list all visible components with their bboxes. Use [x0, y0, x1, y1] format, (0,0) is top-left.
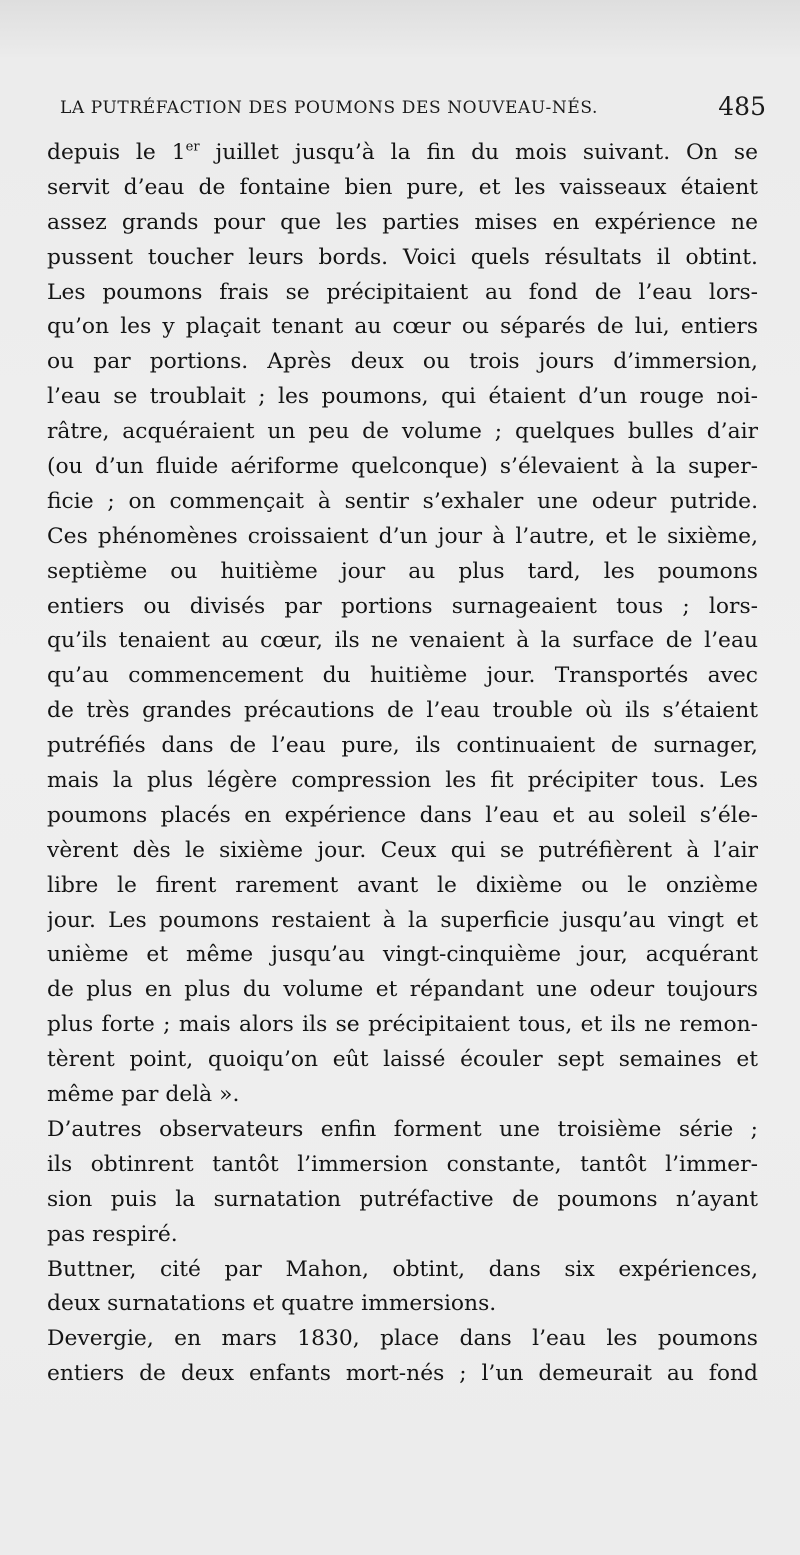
text-line: entiers de deux enfants mort-nés ; l’un demeurait au fond — [47, 1361, 758, 1387]
text-line: depuis le 1er juillet jusqu’à la fin du mois suivant. On se — [47, 139, 758, 165]
text-line: Buttner, cité par Mahon, obtint, dans six expériences, — [47, 1256, 758, 1282]
text-line: ou par portions. Après deux ou trois jours d’immersion, — [47, 349, 758, 375]
text-line: pussent toucher leurs bords. Voici quels résultats il obtint. — [47, 244, 758, 270]
text-line: sion puis la surnatation putréfactive de poumons n’ayant — [47, 1186, 758, 1212]
text-line: plus forte ; mais alors ils se précipitaient tous, et ils ne remon- — [47, 1012, 758, 1038]
text-line: servit d’eau de fontaine bien pure, et les vaisseaux étaient — [47, 174, 758, 200]
text-line: septième ou huitième jour au plus tard, les poumons — [47, 558, 758, 584]
text-line: qu’ils tenaient au cœur, ils ne venaient à la surface de l’eau — [47, 628, 758, 654]
text-line: poumons placés en expérience dans l’eau et au soleil s’éle- — [47, 802, 758, 828]
page-header — [60, 94, 766, 124]
text-line: Devergie, en mars 1830, place dans l’eau les poumons — [47, 1326, 758, 1352]
ordinal-superscript: er — [185, 139, 200, 155]
text-line: unième et même jusqu’au vingt-cinquième jour, acquérant — [47, 942, 758, 968]
body-text — [47, 136, 758, 1392]
text-line: râtre, acquéraient un peu de volume ; quelques bulles d’air — [47, 419, 758, 445]
text-line: (ou d’un fluide aériforme quelconque) s’élevaient à la super- — [47, 454, 758, 480]
text-line: entiers ou divisés par portions surnageaient tous ; lors- — [47, 593, 758, 619]
text-line: qu’au commencement du huitième jour. Transportés avec — [47, 663, 758, 689]
text-line: assez grands pour que les parties mises en expérience ne — [47, 209, 758, 235]
text-line: jour. Les poumons restaient à la superficie jusqu’au vingt et — [47, 907, 758, 933]
text-line: putréfiés dans de l’eau pure, ils continuaient de surnager, — [47, 733, 758, 759]
text-line: vèrent dès le sixième jour. Ceux qui se putréfièrent à l’air — [47, 837, 758, 863]
text-line: pas respiré. — [47, 1221, 178, 1247]
text-line: l’eau se troublait ; les poumons, qui étaient d’un rouge noi- — [47, 384, 758, 410]
running-title: LA PUTRÉFACTION DES POUMONS DES NOUVEAU-NÉS. — [60, 98, 599, 118]
text-line: même par delà ». — [47, 1082, 240, 1108]
page-number: 485 — [718, 92, 766, 121]
text-line: ficie ; on commençait à sentir s’exhaler une odeur putride. — [47, 488, 758, 514]
text-line: libre le firent rarement avant le dixième ou le onzième — [47, 872, 758, 898]
text-line: de plus en plus du volume et répandant une odeur toujours — [47, 977, 758, 1003]
text-line: qu’on les y plaçait tenant au cœur ou séparés de lui, entiers — [47, 314, 758, 340]
text-line: D’autres observateurs enfin forment une troisième série ; — [47, 1116, 758, 1142]
text-line: Ces phénomènes croissaient d’un jour à l’autre, et le sixième, — [47, 523, 758, 549]
text-line: deux surnatations et quatre immersions. — [47, 1291, 497, 1317]
text-line: tèrent point, quoiqu’on eût laissé écouler sept semaines et — [47, 1047, 758, 1073]
text-line: Les poumons frais se précipitaient au fond de l’eau lors- — [47, 279, 758, 305]
text-line: ils obtinrent tantôt l’immersion constante, tantôt l’immer- — [47, 1151, 758, 1177]
text-line: de très grandes précautions de l’eau trouble où ils s’étaient — [47, 698, 758, 724]
text-line: mais la plus légère compression les fit précipiter tous. Les — [47, 768, 758, 794]
